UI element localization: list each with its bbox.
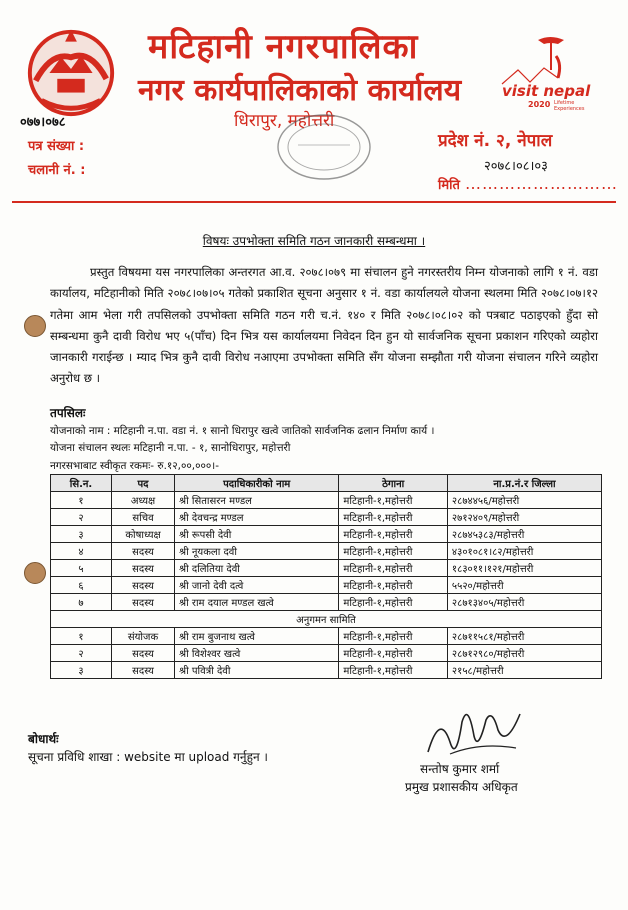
committee-rows (51, 492, 602, 611)
miti-label: मिति (438, 178, 460, 193)
committee-member-row (51, 560, 602, 577)
visit-nepal-year: 2020 (528, 100, 551, 109)
cell-sn: १ (51, 628, 112, 645)
col-header-sn: सि.न. (51, 475, 112, 492)
committee-member-row (51, 526, 602, 543)
cell-post: कोषाध्यक्ष (111, 526, 174, 543)
subject-text: विषयः उपभोक्ता समिति गठन जानकारी सम्बन्धमा । (202, 234, 426, 248)
cell-citizenship: २७१२४०९/महोत्तरी (447, 509, 601, 526)
header-divider (12, 201, 616, 203)
office-seal-stamp (262, 105, 382, 185)
project-site: योजना संचालन स्थलः मटिहानी न.पा. - १, सानोधिरापुर, महोत्तरी (50, 442, 291, 454)
cell-name: श्री सितासरन मण्डल (175, 492, 339, 509)
cell-sn: ३ (51, 526, 112, 543)
cell-post: सदस्य (111, 577, 174, 594)
cell-citizenship: १८३०११।१२१/महोत्तरी (447, 560, 601, 577)
cell-citizenship: २८७४४५६/महोत्तरी (447, 492, 601, 509)
visit-nepal-tagline: Lifetime Experiences (554, 100, 585, 112)
approved-amount: नगरसभाबाट स्वीकृत रकमः- रु.१२,००,०००।- (50, 460, 219, 472)
patra-sankhya-label: पत्र संख्या : (28, 139, 85, 154)
it-section-line: सूचना प्रविधि शाखा : website मा upload गर्नुहुन । (28, 750, 268, 764)
cell-name: श्री नूयकला दवी (175, 543, 339, 560)
cell-address: मटिहानी-१,महोत्तरी (339, 662, 448, 679)
miti-row (438, 174, 618, 193)
committee-member-row (51, 509, 602, 526)
monitoring-member-row (51, 645, 602, 662)
cell-name: श्री रूपसी देवी (175, 526, 339, 543)
office-title: नगर कार्यपालिकाको कार्यालय (138, 73, 462, 108)
table-header-row (51, 475, 602, 492)
body-text: प्रस्तुत विषयमा यस नगरपालिका अन्तरगत आ.व. २०७८।०७९ मा संचालन हुने नगरस्तरीय निम्न योजनाको लागि १ नं. वडा कार्यालय, मटिहानीको मिति २०७८।०७।०५ गतेको प्रकाशित सूचना अनुसार १ नं. वडा कार्यालयले योजना स्थलमा मिति २०७८।०७।१२ गतेमा आम भेला गरी तपसिलको उपभोक्ता समिति गठन गरी च.नं. १४० र मिति २०७८।०८।०२ को पत्रबाट पठाइएको हुँदा सो सम्बन्धमा कुनै दावी विरोध भए ५(पाँच) दिन भित्र यस कार्यालयमा निवेदन दिन हुन यो सार्वजनिक सूचना प्रकाशन गरिएको व्यहोरा जानकारी गराईन्छ । म्याद भित्र कुनै दावी विरोध नआएमा उपभोक्ता समिति सँग योजना सम्झौता गरी योजना संचालन गरिने व्यहोरा अनुरोध छ । (50, 265, 598, 386)
cell-citizenship: २८७१३४०५/महोत्तरी (447, 594, 601, 611)
committee-member-row (51, 543, 602, 560)
cell-citizenship: २१५८/महोत्तरी (447, 662, 601, 679)
cell-name: श्री जानो देवी दत्वे (175, 577, 339, 594)
tapsil-label: तपसिलः (50, 406, 86, 420)
cell-name: श्री राम दयाल मण्डल खत्वे (175, 594, 339, 611)
cell-sn: ४ (51, 543, 112, 560)
cell-address: मटिहानी-१,महोत्तरी (339, 543, 448, 560)
cell-address: मटिहानी-१,महोत्तरी (339, 645, 448, 662)
cell-name: श्री देवचन्द्र मण्डल (175, 509, 339, 526)
cell-citizenship: २८७१२९८०/महोत्तरी (447, 645, 601, 662)
col-header-post: पद (111, 475, 174, 492)
body-paragraph (50, 262, 598, 390)
cell-sn: ३ (51, 662, 112, 679)
cell-sn: ६ (51, 577, 112, 594)
punch-hole-bottom (24, 562, 46, 584)
committee-member-row (51, 577, 602, 594)
handwritten-signature (420, 702, 530, 768)
project-name: योजनाको नाम : मटिहानी न.पा. वडा नं. १ सानो धिरापुर खत्वे जातिको सार्वजनिक ढलान निर्माण कार्य । (50, 425, 435, 437)
monitoring-title: अनुगमन सामिति (51, 611, 602, 628)
monitoring-title-row (51, 611, 602, 628)
cell-sn: ७ (51, 594, 112, 611)
subject-line (0, 232, 628, 249)
chalani-label: चलानी नं. : (28, 163, 86, 178)
cell-sn: २ (51, 509, 112, 526)
cell-address: मटिहानी-१,महोत्तरी (339, 594, 448, 611)
fiscal-year-code: ०७७।०७८ (20, 115, 66, 130)
cell-address: मटिहानी-१,महोत्तरी (339, 509, 448, 526)
cell-sn: ५ (51, 560, 112, 577)
visit-nepal-text: visit nepal (502, 82, 591, 100)
committee-member-row (51, 492, 602, 509)
nepal-emblem-logo (22, 22, 120, 120)
cell-address: मटिहानी-१,महोत्तरी (339, 560, 448, 577)
cell-address: मटिहानी-१,महोत्तरी (339, 577, 448, 594)
cell-citizenship: २८७११५८१/महोत्तरी (447, 628, 601, 645)
cell-address: मटिहानी-१,महोत्तरी (339, 526, 448, 543)
cell-name: श्री विशेश्वर खत्वे (175, 645, 339, 662)
letter-date: २०७८।०८।०३ (484, 159, 548, 174)
committee-member-row (51, 594, 602, 611)
cell-post: अध्यक्ष (111, 492, 174, 509)
miti-dots: ……………………… (465, 174, 619, 193)
visit-nepal-2020-logo (498, 34, 606, 112)
province-label: प्रदेश नं. २, नेपाल (438, 131, 553, 151)
cell-sn: १ (51, 492, 112, 509)
punch-hole-top (24, 315, 46, 337)
cell-citizenship: २८७४५३८३/महोत्तरी (447, 526, 601, 543)
office-address: धिरापुर, महोत्तरी (234, 111, 335, 131)
cell-address: मटिहानी-१,महोत्तरी (339, 492, 448, 509)
committee-table (50, 474, 602, 679)
cell-post: सदस्य (111, 560, 174, 577)
cell-post: सदस्य (111, 594, 174, 611)
cell-sn: २ (51, 645, 112, 662)
bodharth-label: बोधार्थः (28, 732, 59, 746)
cell-post: सचिव (111, 509, 174, 526)
municipality-title: मटिहानी नगरपालिका (148, 27, 419, 67)
cell-citizenship: ५५२०/महोत्तरी (447, 577, 601, 594)
col-header-address: ठेगाना (339, 475, 448, 492)
cell-name: श्री दलितिया देवी (175, 560, 339, 577)
cell-address: मटिहानी-१,महोत्तरी (339, 628, 448, 645)
col-header-name: पदाधिकारीको नाम (175, 475, 339, 492)
cell-citizenship: ४३०१०८१।८२/महोत्तरी (447, 543, 601, 560)
cell-post: सदस्य (111, 645, 174, 662)
cell-name: श्री राम बुजनाथ खत्वे (175, 628, 339, 645)
cell-post: संयोजक (111, 628, 174, 645)
monitoring-rows (51, 628, 602, 679)
cell-name: श्री पवित्री देवी (175, 662, 339, 679)
signatory-title: प्रमुख प्रशासकीय अधिकृत (405, 780, 518, 794)
signatory-name: सन्तोष कुमार शर्मा (420, 762, 500, 776)
col-header-citizenship: ना.प्र.नं.र जिल्ला (447, 475, 601, 492)
cell-post: सदस्य (111, 543, 174, 560)
cell-post: सदस्य (111, 662, 174, 679)
monitoring-member-row (51, 628, 602, 645)
monitoring-member-row (51, 662, 602, 679)
